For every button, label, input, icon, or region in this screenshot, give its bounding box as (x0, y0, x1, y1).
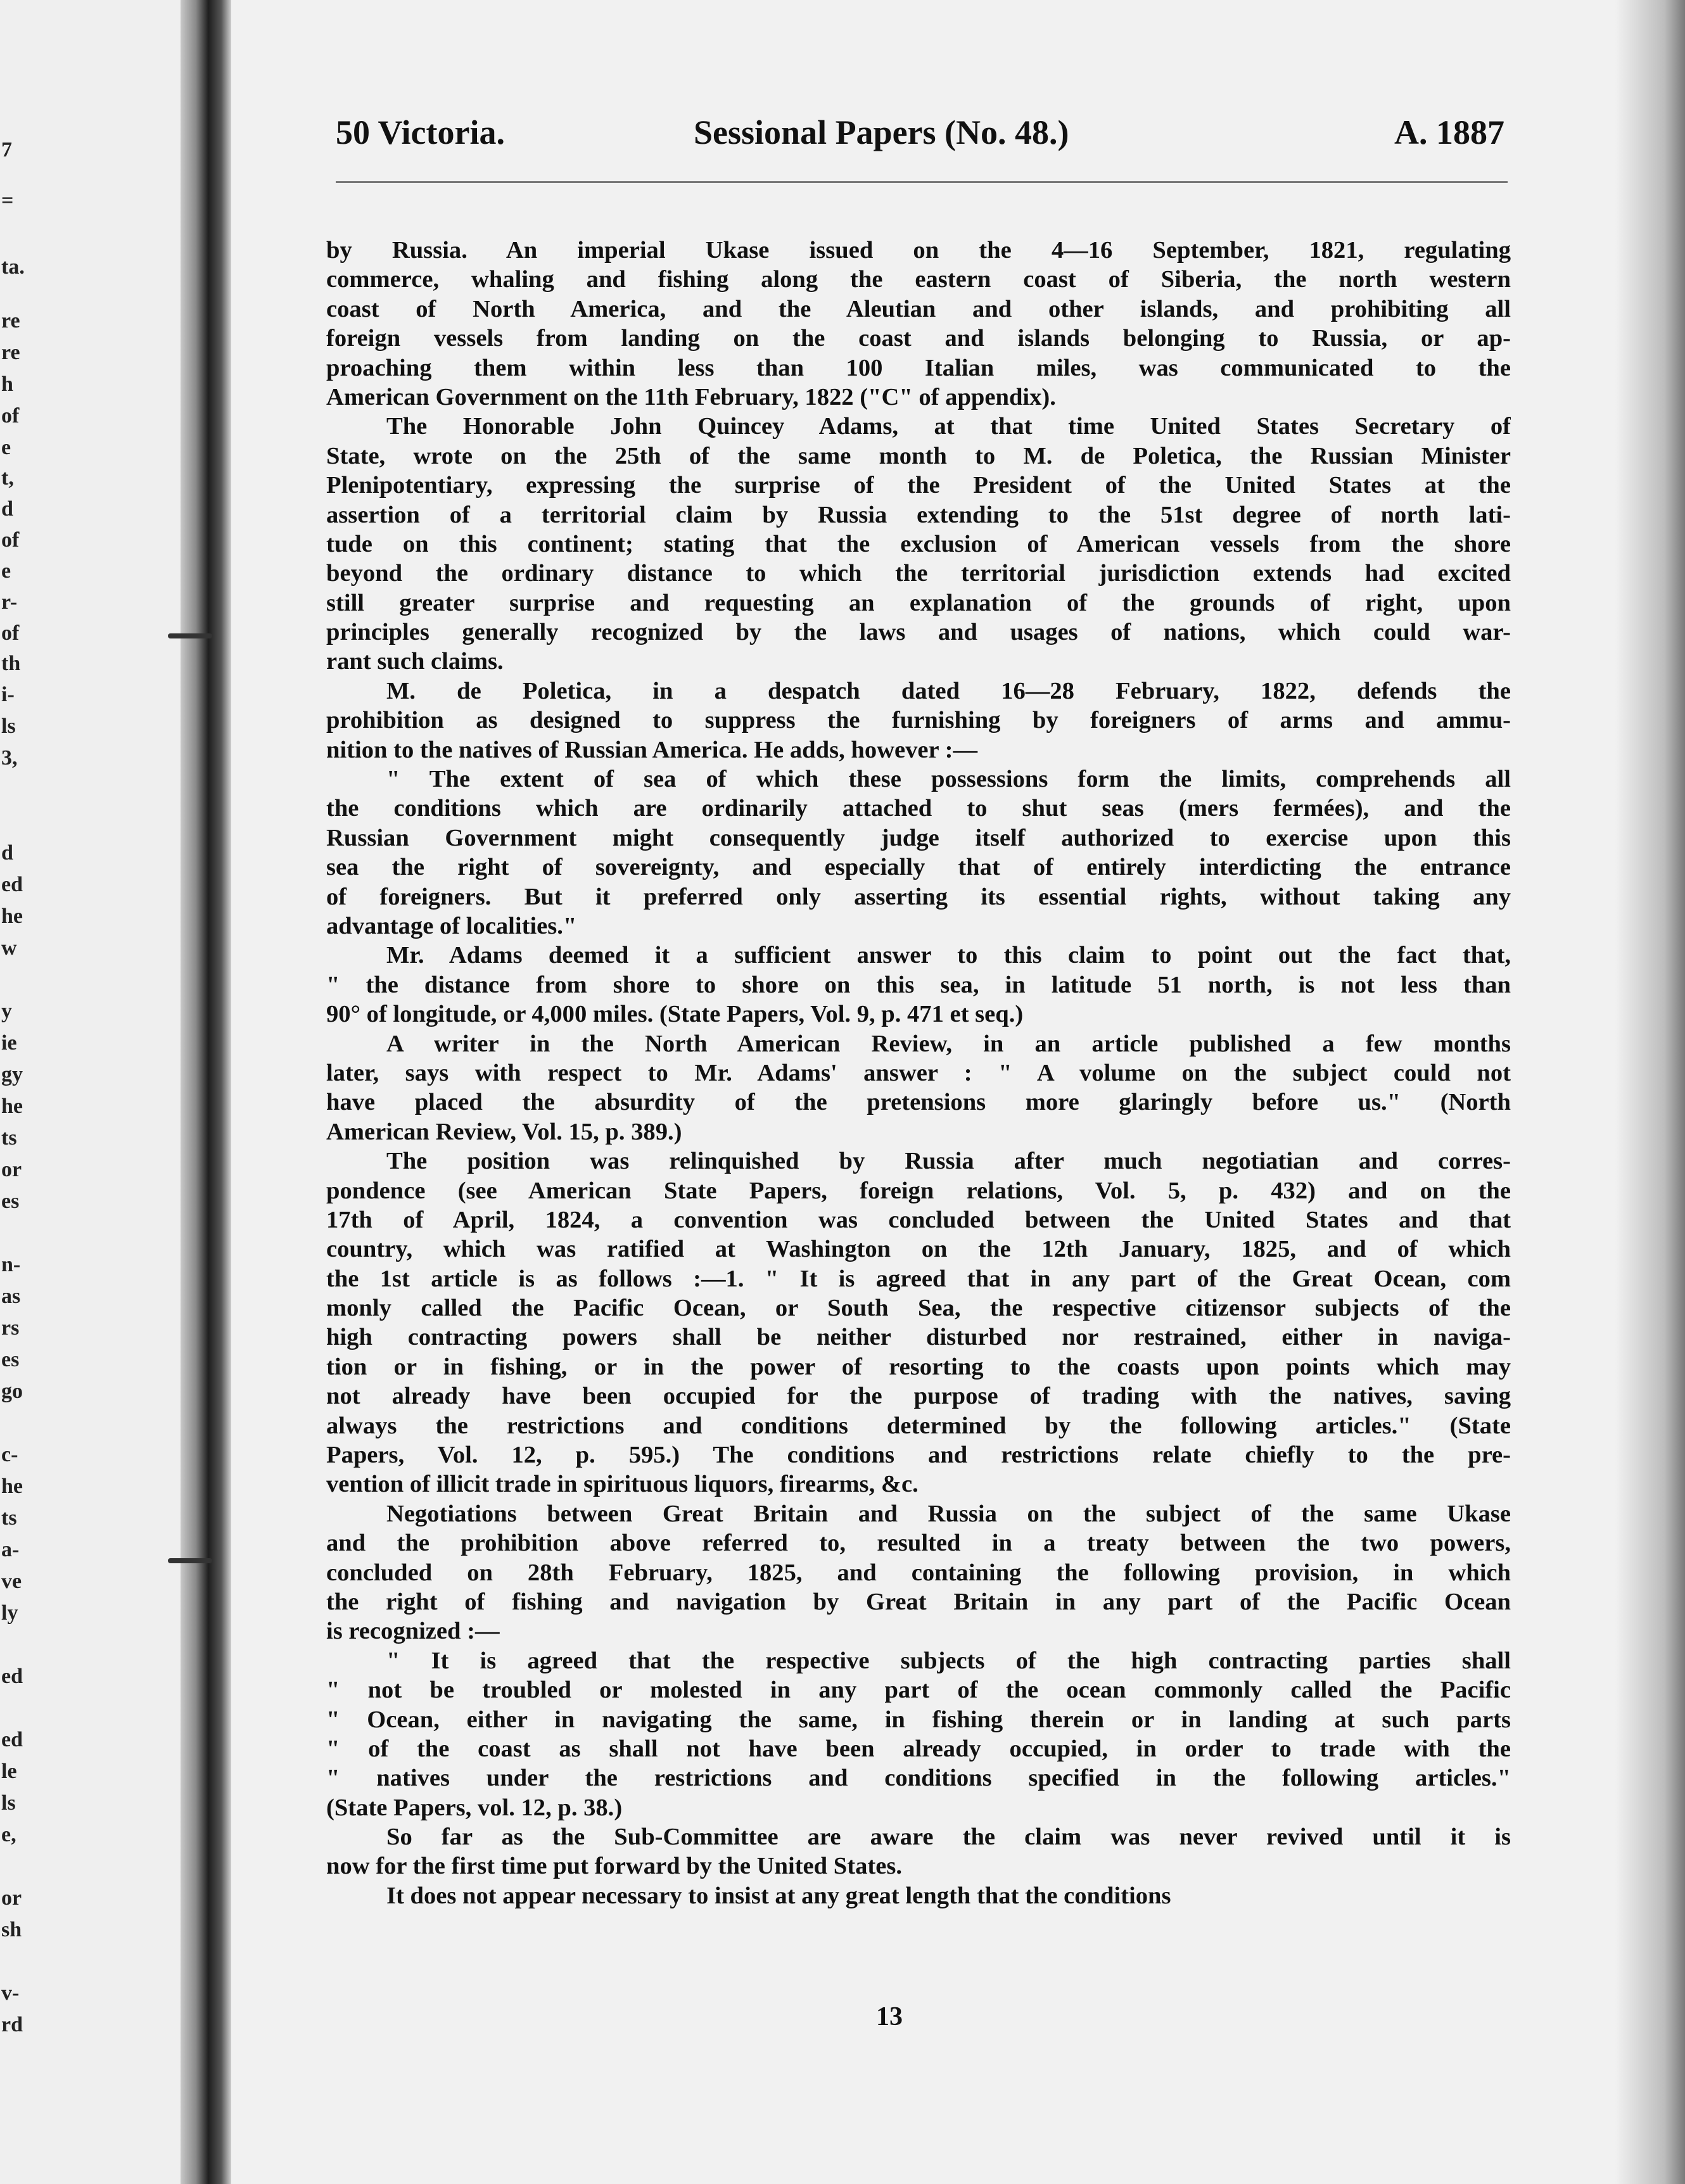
page-number: 13 (876, 2002, 903, 2031)
text-line: 90° of longitude, or 4,000 miles. (State Papers, Vol. 9, p. 471 et seq.) (326, 1001, 1024, 1028)
margin-fragment: e (1, 559, 11, 583)
text-line: vention of illicit trade in spirituous liquors, firearms, &c. (326, 1471, 919, 1498)
margin-fragment: c- (1, 1443, 18, 1466)
margin-fragment: as (1, 1285, 21, 1308)
text-line: the conditions which are ordinarily attached to shut seas (mers fermées), and the (326, 795, 1511, 822)
header-year: A. 1887 (1394, 113, 1504, 151)
text-line: high contracting powers shall be neither disturbed nor restrained, either in naviga- (326, 1324, 1511, 1351)
margin-fragment: 3, (1, 746, 18, 770)
margin-fragment: rs (1, 1316, 20, 1340)
text-line: Negotiations between Great Britain and Russia on the subject of the same Ukase (386, 1500, 1511, 1527)
text-line: is recognized :— (326, 1618, 500, 1645)
text-line: " Ocean, either in navigating the same, in fishing therein or in landing at such parts (326, 1706, 1511, 1733)
margin-fragment: ts (1, 1126, 17, 1150)
running-header (336, 113, 1504, 163)
margin-fragment: d (1, 841, 13, 865)
margin-fragment: r- (1, 590, 18, 614)
text-line: assertion of a territorial claim by Russia extending to the 51st degree of north lati- (326, 501, 1511, 528)
margin-fragment: e (1, 436, 11, 459)
text-line: by Russia. An imperial Ukase issued on the 4—16 September, 1821, regulating (326, 237, 1511, 263)
text-line: pondence (see American State Papers, foreign relations, Vol. 5, p. 432) and on the (326, 1177, 1511, 1204)
margin-fragment: ed (1, 1665, 23, 1688)
margin-fragment: ta. (1, 255, 25, 279)
header-title: Sessional Papers (No. 48.) (694, 113, 1069, 151)
text-line: the right of fishing and navigation by Great Britain in any part of the Pacific Ocean (326, 1588, 1511, 1615)
text-line: State, wrote on the 25th of the same month to M. de Poletica, the Russian Minister (326, 442, 1511, 469)
book-gutter (181, 0, 231, 2184)
text-line: American Review, Vol. 15, p. 389.) (326, 1118, 682, 1145)
margin-fragment: go (1, 1380, 23, 1403)
body-text (326, 236, 1511, 1910)
margin-fragment: ly (1, 1601, 18, 1625)
binding-stitch (168, 633, 212, 638)
text-line: now for the first time put forward by the United States. (326, 1853, 902, 1880)
text-line: Mr. Adams deemed it a sufficient answer to this claim to point out the fact that, (386, 942, 1511, 969)
text-line: tude on this continent; stating that the exclusion of American vessels from the shore (326, 530, 1511, 557)
text-line: American Government on the 11th February, 1822 ("C" of appendix). (326, 383, 1056, 410)
text-line: Papers, Vol. 12, p. 595.) The conditions and restrictions relate chiefly to the pre- (326, 1442, 1511, 1469)
margin-fragment: rd (1, 2013, 23, 2036)
text-line: " It is agreed that the respective subjects of the high contracting parties shall (386, 1647, 1511, 1674)
margin-fragment: e, (1, 1823, 16, 1846)
text-line: " The extent of sea of which these possessions form the limits, comprehends all (386, 766, 1511, 793)
text-line: (State Papers, vol. 12, p. 38.) (326, 1794, 623, 1821)
margin-fragment: of (1, 528, 20, 552)
text-line: monly called the Pacific Ocean, or South Sea, the respective citizensor subjects of the (326, 1295, 1511, 1322)
text-line: still greater surprise and requesting an explanation of the grounds of right, upon (326, 589, 1511, 616)
margin-fragment: n- (1, 1253, 21, 1276)
margin-fragment: y (1, 1000, 12, 1023)
text-line: rant such claims. (326, 648, 504, 675)
margin-fragment: le (1, 1760, 17, 1783)
text-line: of foreigners. But it preferred only asserting its essential rights, without taking any (326, 883, 1511, 910)
page-edge-shadow (1615, 0, 1685, 2184)
text-line: Plenipotentiary, expressing the surprise of the President of the United States at the (326, 472, 1511, 499)
text-line: not already have been occupied for the purpose of trading with the natives, saving (326, 1383, 1511, 1410)
margin-fragment: sh (1, 1918, 22, 1941)
text-line: nition to the natives of Russian America. He adds, however :— (326, 736, 978, 763)
margin-fragment: ed (1, 1728, 23, 1751)
document-page (231, 0, 1685, 2184)
text-line: " the distance from shore to shore on this sea, in latitude 51 north, is not less than (326, 971, 1511, 998)
text-line: commerce, whaling and fishing along the eastern coast of Siberia, the north western (326, 266, 1511, 293)
margin-fragment: of (1, 621, 20, 645)
margin-fragment: = (1, 189, 14, 212)
text-line: The Honorable John Quincey Adams, at that time United States Secretary of (386, 413, 1511, 440)
margin-fragment: ve (1, 1570, 22, 1593)
header-volume: 50 Victoria. (336, 113, 505, 151)
text-line: So far as the Sub-Committee are aware the claim was never revived until it is (386, 1824, 1511, 1851)
margin-fragment: ls (1, 714, 16, 738)
text-line: 17th of April, 1824, a convention was concluded between the United States and that (326, 1206, 1511, 1233)
facing-page-edge (0, 0, 181, 2184)
margin-fragment: i- (1, 683, 15, 706)
text-line: tion or in fishing, or in the power of resorting to the coasts upon points which may (326, 1353, 1511, 1380)
margin-fragment: or (1, 1886, 22, 1910)
margin-fragment: of (1, 404, 20, 428)
text-line: the 1st article is as follows :—1. " It is agreed that in any part of the Great Ocean, com (326, 1265, 1511, 1292)
text-line: " of the coast as shall not have been already occupied, in order to trade with the (326, 1735, 1511, 1762)
text-line: advantage of localities." (326, 912, 577, 939)
margin-fragment: re (1, 341, 20, 364)
text-line: and the prohibition above referred to, resulted in a treaty between the two powers, (326, 1530, 1511, 1557)
text-line: " natives under the restrictions and conditions specified in the following articles." (326, 1765, 1511, 1792)
text-line: beyond the ordinary distance to which the territorial jurisdiction extends had excited (326, 560, 1511, 587)
margin-fragment: he (1, 905, 23, 928)
margin-fragment: he (1, 1475, 23, 1498)
margin-fragment: ie (1, 1031, 17, 1055)
text-line: have placed the absurdity of the pretensions more glaringly before us." (North (326, 1089, 1511, 1116)
text-line: Russian Government might consequently judge itself authorized to exercise upon this (326, 824, 1511, 851)
margin-fragment: d (1, 497, 13, 521)
text-line: prohibition as designed to suppress the furnishing by foreigners of arms and ammu- (326, 707, 1511, 734)
text-line: country, which was ratified at Washington on the 12th January, 1825, and of which (326, 1236, 1511, 1263)
binding-stitch (168, 1558, 212, 1563)
text-line: always the restrictions and conditions determined by the following articles." (State (326, 1412, 1511, 1439)
margin-fragment: ed (1, 873, 23, 896)
text-line: concluded on 28th February, 1825, and containing the following provision, in which (326, 1559, 1511, 1586)
margin-fragment: h (1, 372, 13, 396)
margin-fragment: a- (1, 1538, 20, 1561)
margin-fragment: es (1, 1190, 20, 1213)
margin-fragment: v- (1, 1981, 20, 2005)
header-rule (336, 181, 1508, 183)
margin-fragment: ts (1, 1506, 17, 1530)
text-line: foreign vessels from landing on the coast and islands belonging to Russia, or ap- (326, 325, 1511, 352)
margin-fragment: es (1, 1348, 20, 1371)
text-line: sea the right of sovereignty, and especially that of entirely interdicting the entrance (326, 854, 1511, 881)
margin-fragment: or (1, 1158, 22, 1181)
text-line: A writer in the North American Review, in an article published a few months (386, 1030, 1511, 1057)
text-line: It does not appear necessary to insist at any great length that the conditions (386, 1882, 1171, 1909)
margin-fragment: ls (1, 1791, 16, 1815)
margin-fragment: 7 (1, 138, 12, 162)
text-line: coast of North America, and the Aleutian and other islands, and prohibiting all (326, 295, 1511, 322)
margin-fragment: he (1, 1095, 23, 1118)
margin-fragment: w (1, 936, 17, 960)
margin-fragment: re (1, 309, 20, 333)
text-line: principles generally recognized by the laws and usages of nations, which could war- (326, 619, 1511, 646)
text-line: later, says with respect to Mr. Adams' answer : " A volume on the subject could not (326, 1059, 1511, 1086)
text-line: The position was relinquished by Russia after much negotiatian and corres- (386, 1148, 1511, 1175)
margin-fragment: gy (1, 1063, 23, 1086)
text-line: M. de Poletica, in a despatch dated 16—28 February, 1822, defends the (386, 677, 1511, 704)
margin-fragment: t, (1, 466, 14, 490)
text-line: " not be troubled or molested in any part of the ocean commonly called the Pacific (326, 1677, 1511, 1704)
text-line: proaching them within less than 100 Italian miles, was communicated to the (326, 354, 1511, 381)
margin-fragment: th (1, 652, 21, 675)
